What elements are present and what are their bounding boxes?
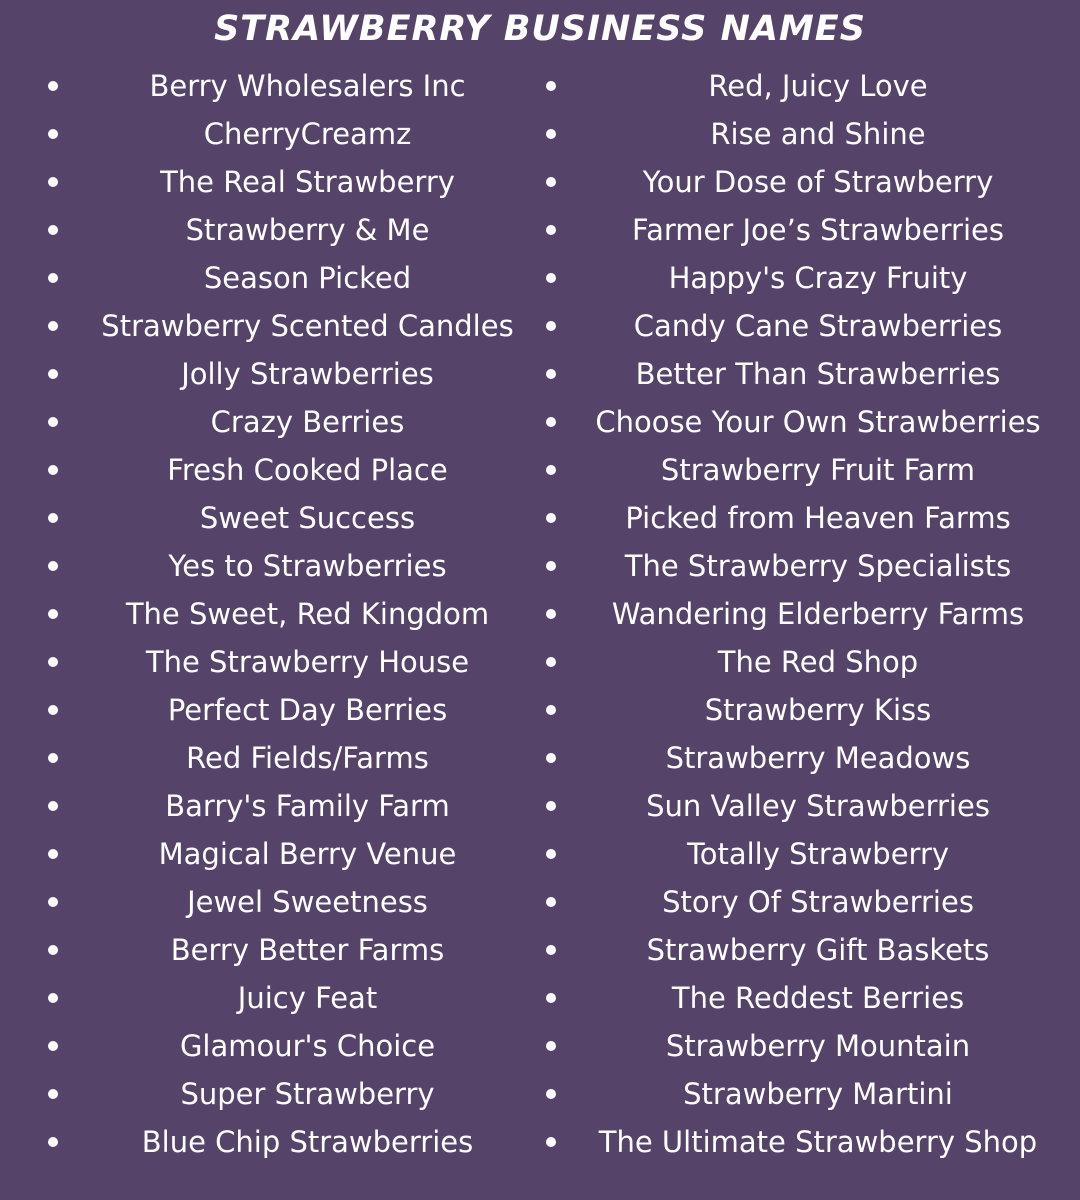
- list-item: [0, 830, 540, 878]
- bullet-icon: [48, 81, 58, 91]
- list-item: [540, 158, 1080, 206]
- business-name: The Red Shop: [717, 645, 919, 679]
- list-item: [0, 302, 540, 350]
- list-item: [540, 350, 1080, 398]
- business-name: Jolly Strawberries: [181, 357, 434, 391]
- list-item: [0, 782, 540, 830]
- business-name: Totally Strawberry: [686, 837, 950, 871]
- list-item: [540, 206, 1080, 254]
- list-item: [540, 110, 1080, 158]
- names-list-right: [540, 62, 1080, 1166]
- list-item: [540, 782, 1080, 830]
- bullet-icon: [48, 225, 58, 235]
- list-item: [540, 878, 1080, 926]
- list-item: [540, 926, 1080, 974]
- bullet-icon: [48, 1041, 58, 1051]
- bullet-icon: [48, 177, 58, 187]
- list-item: [0, 590, 540, 638]
- bullet-icon: [48, 1089, 58, 1099]
- business-name: Wandering Elderberry Farms: [611, 597, 1025, 631]
- bullet-icon: [546, 465, 556, 475]
- list-item: [0, 686, 540, 734]
- list-item: [0, 542, 540, 590]
- bullet-icon: [546, 177, 556, 187]
- business-name: Strawberry Scented Candles: [101, 309, 514, 343]
- business-name: Rise and Shine: [710, 117, 926, 151]
- business-name: Strawberry Kiss: [704, 693, 932, 727]
- bullet-icon: [546, 945, 556, 955]
- page-title: STRAWBERRY BUSINESS NAMES: [214, 9, 866, 49]
- list-item: [540, 638, 1080, 686]
- business-name: Choose Your Own Strawberries: [595, 405, 1041, 439]
- bullet-icon: [546, 657, 556, 667]
- business-name: Picked from Heaven Farms: [625, 501, 1011, 535]
- business-name: Sun Valley Strawberries: [646, 789, 990, 823]
- list-item: [540, 398, 1080, 446]
- business-name: Yes to Strawberries: [168, 549, 447, 583]
- bullet-icon: [48, 801, 58, 811]
- list-item: [0, 446, 540, 494]
- business-name: The Strawberry Specialists: [624, 549, 1012, 583]
- bullet-icon: [48, 273, 58, 283]
- list-item: [540, 542, 1080, 590]
- bullet-icon: [48, 321, 58, 331]
- business-name: Sweet Success: [199, 501, 416, 535]
- bullet-icon: [546, 513, 556, 523]
- bullet-icon: [546, 81, 556, 91]
- business-name: Strawberry Martini: [683, 1077, 953, 1111]
- business-name: Magical Berry Venue: [158, 837, 457, 871]
- business-name: Strawberry Mountain: [665, 1029, 971, 1063]
- list-item: [0, 158, 540, 206]
- business-name: Jewel Sweetness: [187, 885, 428, 919]
- business-name: Barry's Family Farm: [165, 789, 450, 823]
- bullet-icon: [546, 561, 556, 571]
- list-item: [0, 62, 540, 110]
- list-item: [0, 1118, 540, 1166]
- list-item: [0, 350, 540, 398]
- list-item: [0, 926, 540, 974]
- business-name: Berry Better Farms: [170, 933, 445, 967]
- bullet-icon: [48, 369, 58, 379]
- list-item: [0, 1022, 540, 1070]
- list-item: [0, 878, 540, 926]
- bullet-icon: [546, 321, 556, 331]
- list-item: [0, 1070, 540, 1118]
- business-name: The Strawberry House: [145, 645, 470, 679]
- bullet-icon: [546, 705, 556, 715]
- business-name: Crazy Berries: [210, 405, 405, 439]
- business-name: Better Than Strawberries: [635, 357, 1001, 391]
- bullet-icon: [48, 705, 58, 715]
- list-item: [0, 206, 540, 254]
- business-name: Story Of Strawberries: [662, 885, 974, 919]
- list-item: [540, 1118, 1080, 1166]
- list-item: [540, 830, 1080, 878]
- bullet-icon: [546, 993, 556, 1003]
- bullet-icon: [546, 369, 556, 379]
- list-item: [540, 974, 1080, 1022]
- bullet-icon: [48, 513, 58, 523]
- list-item: [540, 254, 1080, 302]
- list-item: [540, 686, 1080, 734]
- names-list-left: [0, 62, 540, 1166]
- business-name: Red Fields/Farms: [186, 741, 429, 775]
- bullet-icon: [48, 657, 58, 667]
- list-item: [0, 734, 540, 782]
- list-item: [0, 254, 540, 302]
- business-name: Farmer Joe’s Strawberries: [632, 213, 1004, 247]
- business-name: The Ultimate Strawberry Shop: [598, 1125, 1038, 1159]
- bullet-icon: [546, 1137, 556, 1147]
- business-name: Strawberry Fruit Farm: [660, 453, 976, 487]
- list-item: [540, 590, 1080, 638]
- business-name: Super Strawberry: [180, 1077, 435, 1111]
- bullet-icon: [546, 1041, 556, 1051]
- bullet-icon: [48, 993, 58, 1003]
- bullet-icon: [48, 417, 58, 427]
- business-name: Your Dose of Strawberry: [642, 165, 994, 199]
- business-name: Candy Cane Strawberries: [633, 309, 1003, 343]
- business-name: Strawberry Meadows: [665, 741, 971, 775]
- business-name: Season Picked: [203, 261, 412, 295]
- business-name: Juicy Feat: [237, 981, 378, 1015]
- list-item: [0, 110, 540, 158]
- list-item: [540, 62, 1080, 110]
- bullet-icon: [546, 273, 556, 283]
- bullet-icon: [48, 753, 58, 763]
- bullet-icon: [546, 417, 556, 427]
- business-name: Glamour's Choice: [179, 1029, 436, 1063]
- bullet-icon: [546, 609, 556, 619]
- bullet-icon: [546, 225, 556, 235]
- bullet-icon: [48, 849, 58, 859]
- bullet-icon: [546, 801, 556, 811]
- bullet-icon: [48, 945, 58, 955]
- business-name: Berry Wholesalers Inc: [149, 69, 466, 103]
- business-name: Blue Chip Strawberries: [141, 1125, 474, 1159]
- bullet-icon: [48, 609, 58, 619]
- list-item: [0, 494, 540, 542]
- bullet-icon: [48, 129, 58, 139]
- business-name: CherryCreamz: [203, 117, 412, 151]
- bullet-icon: [546, 753, 556, 763]
- list-item: [540, 734, 1080, 782]
- list-item: [540, 1022, 1080, 1070]
- business-name: Fresh Cooked Place: [167, 453, 448, 487]
- business-name: Strawberry & Me: [185, 213, 430, 247]
- business-name: Happy's Crazy Fruity: [668, 261, 968, 295]
- bullet-icon: [48, 1137, 58, 1147]
- business-name: The Sweet, Red Kingdom: [125, 597, 490, 631]
- business-name: Strawberry Gift Baskets: [646, 933, 990, 967]
- bullet-icon: [48, 897, 58, 907]
- bullet-icon: [48, 561, 58, 571]
- list-item: [540, 446, 1080, 494]
- list-item: [0, 638, 540, 686]
- business-name: The Reddest Berries: [671, 981, 965, 1015]
- bullet-icon: [546, 897, 556, 907]
- list-item: [540, 494, 1080, 542]
- bullet-icon: [546, 849, 556, 859]
- list-item: [540, 302, 1080, 350]
- business-name: Perfect Day Berries: [167, 693, 448, 727]
- list-item: [0, 398, 540, 446]
- bullet-icon: [546, 129, 556, 139]
- business-name: Red, Juicy Love: [708, 69, 928, 103]
- bullet-icon: [546, 1089, 556, 1099]
- business-name: The Real Strawberry: [160, 165, 455, 199]
- bullet-icon: [48, 465, 58, 475]
- list-item: [0, 974, 540, 1022]
- list-item: [540, 1070, 1080, 1118]
